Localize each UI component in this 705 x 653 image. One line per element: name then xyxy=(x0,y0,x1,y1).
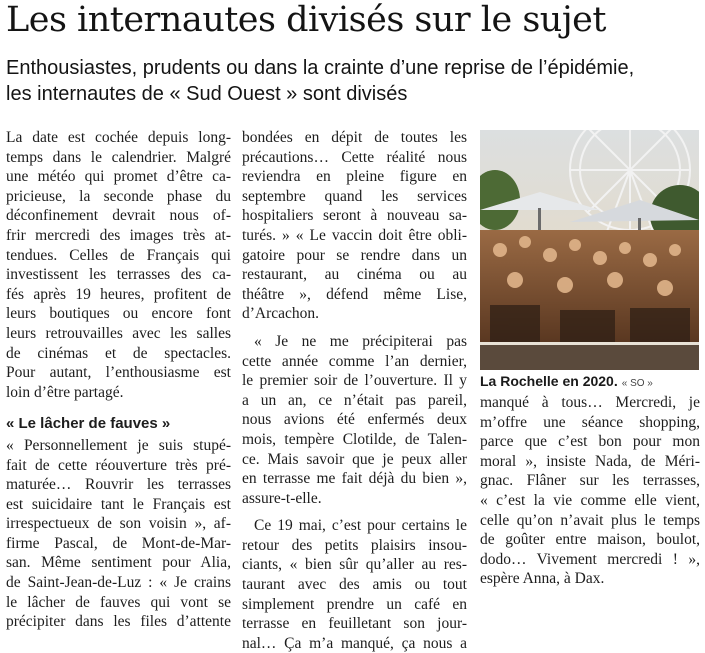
article-column-3 xyxy=(480,393,700,589)
text-line: mois, tempère Clotilde, de Talen- xyxy=(242,430,467,448)
text-line: restaurant, au cinéma ou au xyxy=(242,266,467,284)
text-line: gnac. Flâner sur les terrasses, xyxy=(480,472,700,490)
text-line: cette année comme l’an dernier, xyxy=(242,352,467,370)
text-line: reviendra en pleine figure en xyxy=(242,168,467,186)
text-line: « c’est la vie comme elle vient, xyxy=(480,491,700,509)
text-line: précipiter dans les files d’attente xyxy=(6,613,231,631)
photo-illustration xyxy=(480,130,699,370)
text-line: leurs retrouvailles avec les salles xyxy=(6,324,231,342)
text-line: tendues. Celles de Français qui xyxy=(6,246,231,264)
text-line: Pour autant, l’enthousiasme est xyxy=(6,364,231,382)
text-line: Ce 19 mai, c’est pour certains le xyxy=(254,517,467,535)
text-line: La date est cochée depuis long- xyxy=(6,129,231,146)
subheading: « Le lâcher de fauves » xyxy=(6,415,171,433)
text-line: manqué à tous… Mercredi, je xyxy=(480,394,700,411)
text-line: gatoire pour se rendre dans un xyxy=(242,246,467,264)
text-line: nous avions été enfermés deux xyxy=(242,411,467,429)
text-line: hospitaliers seront à nouveau sa- xyxy=(242,207,467,225)
text-line: san. Même sentiment pour Alia, xyxy=(6,554,231,572)
text-line: temps dans le calendrier. Malgré xyxy=(6,148,231,166)
photo-caption xyxy=(480,373,700,389)
text-line: taurant avec des amis ou tout xyxy=(242,576,467,594)
text-line: d’Arcachon. xyxy=(242,305,320,323)
text-line: bondées en dépit de toutes les xyxy=(242,129,467,146)
text-line: pricieuse, la seconde phase du xyxy=(6,187,231,205)
text-line: parce que c’est bon pour mon xyxy=(480,433,700,451)
text-line: de cinémas et de spectacles. xyxy=(6,344,231,362)
text-line: retour des petits plaisirs insou- xyxy=(242,536,467,554)
text-line: ce. Mais savoir que je peux aller xyxy=(242,450,467,468)
text-line: septembre quand les services xyxy=(242,187,467,205)
text-line: assure-t-elle. xyxy=(242,489,322,507)
text-line: ciants, « bien sûr qu’aller au res- xyxy=(242,556,467,574)
text-line: irrespectueux de son voisin », af- xyxy=(6,515,231,533)
text-line: est suicidaire tant le Français est xyxy=(6,495,231,513)
text-line: turés. » « Le vaccin doit être obli- xyxy=(242,226,467,244)
text-line: frir mercredi des images très at- xyxy=(6,226,231,244)
text-line: dodo… Vivement mercredi ! », xyxy=(480,550,700,568)
text-line: celle qu’on n’avait plus le temps xyxy=(480,511,700,529)
deck xyxy=(6,55,705,107)
text-line: leurs boutiques ou encore font xyxy=(6,305,231,323)
text-line: firme Pascal, de Mont-de-Mar- xyxy=(6,534,231,552)
text-line: espère Anna, à Dax. xyxy=(480,570,605,588)
deck-line: Enthousiastes, prudents ou dans la crainte d’une reprise de l’épidémie, xyxy=(6,57,635,79)
caption-text: La Rochelle en 2020. xyxy=(480,373,618,389)
text-line: une météo qui promet d’être ca- xyxy=(6,168,231,186)
text-line: m’offre une séance shopping, xyxy=(480,413,700,431)
text-line: fait de cette réouverture très pré- xyxy=(6,456,231,474)
text-line: de goûter entre maison, boulot, xyxy=(480,531,700,549)
deck-line: les internautes de « Sud Ouest » sont divisés xyxy=(6,83,408,105)
article-column-2 xyxy=(242,128,467,653)
photo-credit: « SO » xyxy=(621,378,653,389)
text-line: de Saint-Jean-de-Luz : « Je crains xyxy=(6,574,231,592)
text-line: moral », insiste Nada, de Méri- xyxy=(480,452,700,470)
text-line: le lâcher de fauves qui vont se xyxy=(6,593,231,611)
text-line: fés après 19 heures, profitent de xyxy=(6,285,231,303)
headline: Les internautes divisés sur le sujet xyxy=(6,0,606,40)
text-line: « Personnellement je suis stupé- xyxy=(6,436,231,454)
article-column-1 xyxy=(6,128,231,632)
text-line: loin d’être partagé. xyxy=(6,383,124,401)
text-line: nal… Ça m’a manqué, ça nous a xyxy=(242,634,467,652)
text-line: terrasse en feuilletant son jour- xyxy=(242,615,467,633)
text-line: déconfinement devrait nous of- xyxy=(6,207,231,225)
text-line: en terrasse me fait déjà du bien », xyxy=(242,470,467,488)
text-line: simplement prendre un café en xyxy=(242,595,467,613)
text-line: théâtre », défend même Lise, xyxy=(242,285,467,303)
text-line: le premier soir de l’ouverture. Il y xyxy=(242,372,467,390)
text-line: maturée… Rouvrir les terrasses xyxy=(6,476,231,494)
text-line: précautions… Cette réalité nous xyxy=(242,148,467,166)
text-line: « Je ne me précipiterai pas xyxy=(254,332,467,350)
text-line: a un an, ce n’était pas pareil, xyxy=(242,391,467,409)
text-line: investissent les terrasses des ca- xyxy=(6,266,231,284)
terrace-photo xyxy=(480,130,699,370)
